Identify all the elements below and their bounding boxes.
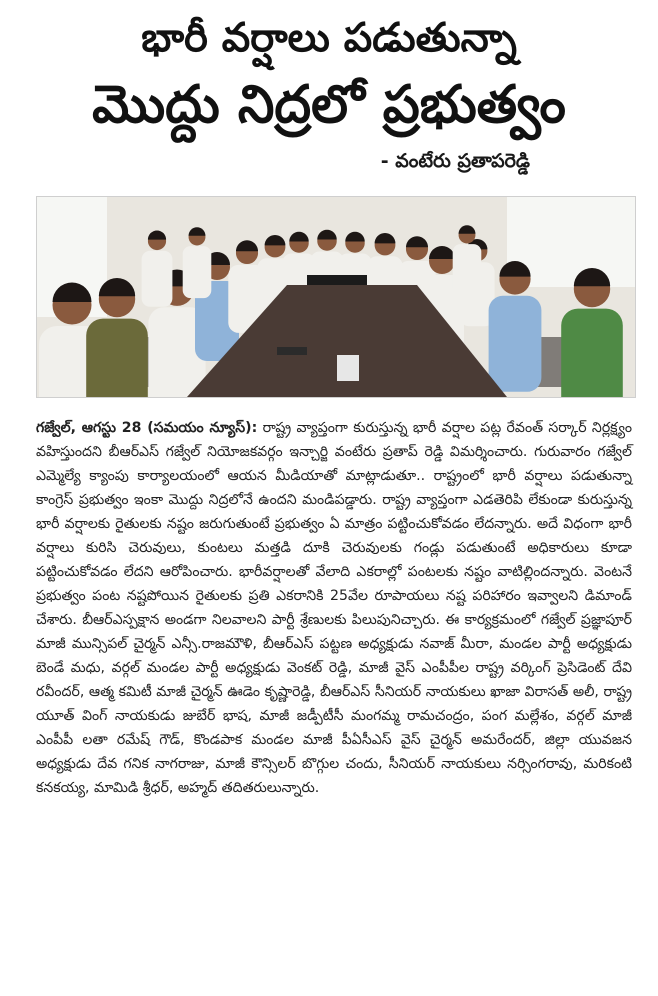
photo-person-body [453, 244, 482, 296]
photo-person-body [142, 251, 173, 307]
article-body [36, 416, 632, 800]
article-dateline: గజ్వేల్, ఆగస్టు 28 (సమయం న్యూస్): [36, 420, 258, 436]
byline: - వంటేరు ప్రతాపరెడ్డి [380, 150, 530, 172]
photo-paper [337, 355, 359, 381]
headline-line-2: మొద్దు నిద్రలో ప్రభుత్వం [92, 75, 566, 135]
photo-phone [277, 347, 307, 355]
press-meet-photo [36, 196, 636, 398]
headline-line-1: భారీ వర్షాలు పడుతున్నా [141, 15, 517, 61]
photo-person-body [561, 309, 623, 397]
article-text: రాష్ట్ర వ్యాప్తంగా కురుస్తున్న భారీ వర్షాల పట్ల రేవంత్ సర్కార్ నిర్లక్ష్యం వహిస్తుందని బీఆర్ఎస్ గజ్వేల్ నియోజకవర్గం ఇన్చార్జి వంటేరు ప్రతాప్ రెడ్డి విమర్శించారు. గురువారం గజ్వేల్ ఎమ్మెల్యే క్యాంపు కార్యాలయంలో ఆయన మీడియాతో మాట్లాడుతూ.. రాష్ట్రంలో భారీ వర్షాలు పడుతున్నా కాంగ్రెస్ ప్రభుత్వం ఇంకా మొద్దు నిద్రలోనే ఉందని మండిపడ్డారు. రాష్ట్ర వ్యాప్తంగా ఎడతెరిపి లేకుండా కురుస్తున్న భారీ వర్షాలకు రైతులకు నష్టం జరుగుతుంటే ప్రభుత్వం ఏ మాత్రం పట్టించుకోవడం లేదన్నారు. అదే విధంగా భారీ వర్షాలు కురిసి చెరువులు, కుంటలు మత్తడి దూకి చెరువులకు గండ్లు పడుతుంటే అధికారులు కూడా పట్టించుకోవడం లేదని ఆరోపించారు. భారీవర్షాలతో వేలాది ఎకరాల్లో పంటలకు నష్టం వాటిల్లిందన్నారు. వెంటనే ప్రభుత్వం పంట నష్టపోయిన రైతులకు ప్రతి ఎకరానికి 25వేల రూపాయలు నష్ట పరిహారం ఇవ్వాలని డిమాండ్ చేశారు. బీఆర్ఎస్పక్షాన అండగా నిలవాలని పార్టీ శ్రేణులకు పిలుపునిచ్చారు. ఈ కార్యక్రమంలో గజ్వేల్ ప్రజ్ఞాపూర్ మాజీ మున్సిపల్ చైర్మన్ ఎన్సీ.రాజమౌళి, బీఆర్ఎస్ పట్టణ అధ్యక్షుడు నవాజ్ మీరా, మండల పార్టీ అధ్యక్షుడు బెండే మధు, వర్గల్ మండల పార్టీ అధ్యక్షుడు వెంకట్ రెడ్డి, మాజీ వైస్ ఎంపీపీల రాష్ట్ర వర్కింగ్ ప్రెసిడెంట్ దేవి రవీందర్, ఆత్మ కమిటీ మాజీ చైర్మన్ ఊడెం కృష్ణారెడ్డి, బీఆర్ఎస్ సీనియర్ నాయకులు ఖాజా విరాసత్ అలీ, రాష్ట్ర యూత్ వింగ్ నాయకుడు జుబేర్ భాష, మాజీ జడ్పీటీసీ మంగమ్మ రామచంద్రం, పంగ మల్లేశం, వర్గల్ మాజీ ఎంపీపీ లతా రమేష్ గౌడ్, కొండపాక మండల మాజీ పీఏసీఎస్ వైస్ చైర్మన్ అమరేందర్, జిల్లా యువజన అధ్యక్షుడు దేవ గనిక నాగరాజు, మాజీ కౌన్సిలర్ బొగ్గుల చందు, సీనియర్ నాయకులు నర్సింగరావు, మరికంటి కనకయ్య, మామిడి శ్రీధర్, అహ్మద్ తదితరులున్నారు. [36, 420, 632, 796]
photo-microphones [307, 275, 367, 285]
photo-person-body [183, 246, 212, 298]
photo-person-body [489, 296, 542, 392]
press-meet-illustration [37, 197, 635, 397]
photo-person-body [86, 319, 148, 397]
